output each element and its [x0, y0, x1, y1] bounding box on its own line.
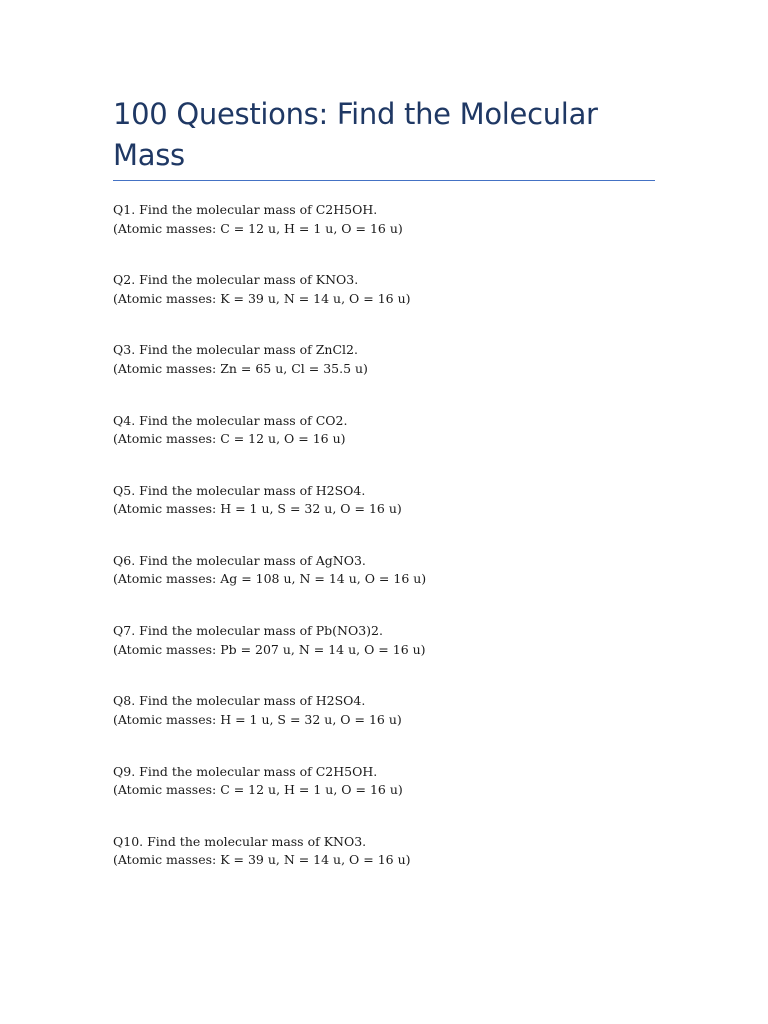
question-item [113, 763, 673, 833]
question-prompt: Q8. Find the molecular mass of H2SO4. [113, 693, 366, 709]
question-item [113, 692, 673, 762]
question-item [113, 482, 673, 552]
atomic-masses-note: (Atomic masses: H = 1 u, S = 32 u, O = 16 u) [113, 501, 402, 517]
atomic-masses-note: (Atomic masses: C = 12 u, H = 1 u, O = 16 u) [113, 782, 403, 797]
question-prompt: Q10. Find the molecular mass of KNO3. [113, 833, 367, 849]
question-prompt: Q2. Find the molecular mass of KNO3. [113, 272, 359, 288]
atomic-masses-note: (Atomic masses: Ag = 108 u, N = 14 u, O = 16 u) [113, 571, 427, 587]
question-prompt: Q4. Find the molecular mass of CO2. [113, 412, 348, 428]
question-prompt: Q6. Find the molecular mass of AgNO3. [113, 552, 366, 568]
atomic-masses-note: (Atomic masses: H = 1 u, S = 32 u, O = 16 u) [113, 711, 402, 727]
atomic-masses-note: (Atomic masses: C = 12 u, O = 16 u) [113, 431, 346, 447]
title-underline-divider [113, 180, 655, 181]
question-item [113, 833, 673, 903]
atomic-masses-note: (Atomic masses: K = 39 u, N = 14 u, O = 16 u) [113, 290, 411, 306]
atomic-masses-note: (Atomic masses: Zn = 65 u, Cl = 35.5 u) [113, 360, 368, 376]
question-item [113, 412, 673, 482]
atomic-masses-note: (Atomic masses: Pb = 207 u, N = 14 u, O = 16 u) [113, 641, 426, 657]
question-prompt: Q1. Find the molecular mass of C2H5OH. [113, 202, 378, 217]
atomic-masses-note: (Atomic masses: K = 39 u, N = 14 u, O = 16 u) [113, 852, 411, 868]
question-prompt: Q5. Find the molecular mass of H2SO4. [113, 482, 366, 498]
question-prompt: Q3. Find the molecular mass of ZnCl2. [113, 342, 358, 358]
question-item [113, 271, 673, 341]
question-item [113, 622, 673, 692]
question-item [113, 341, 673, 411]
question-item [113, 201, 673, 271]
page-title: 100 Questions: Find the Molecular Mass [113, 97, 598, 172]
question-item [113, 552, 673, 622]
question-prompt: Q7. Find the molecular mass of Pb(NO3)2. [113, 623, 383, 639]
atomic-masses-note: (Atomic masses: C = 12 u, H = 1 u, O = 16 u) [113, 220, 403, 236]
question-prompt: Q9. Find the molecular mass of C2H5OH. [113, 763, 378, 779]
question-list [113, 201, 673, 903]
